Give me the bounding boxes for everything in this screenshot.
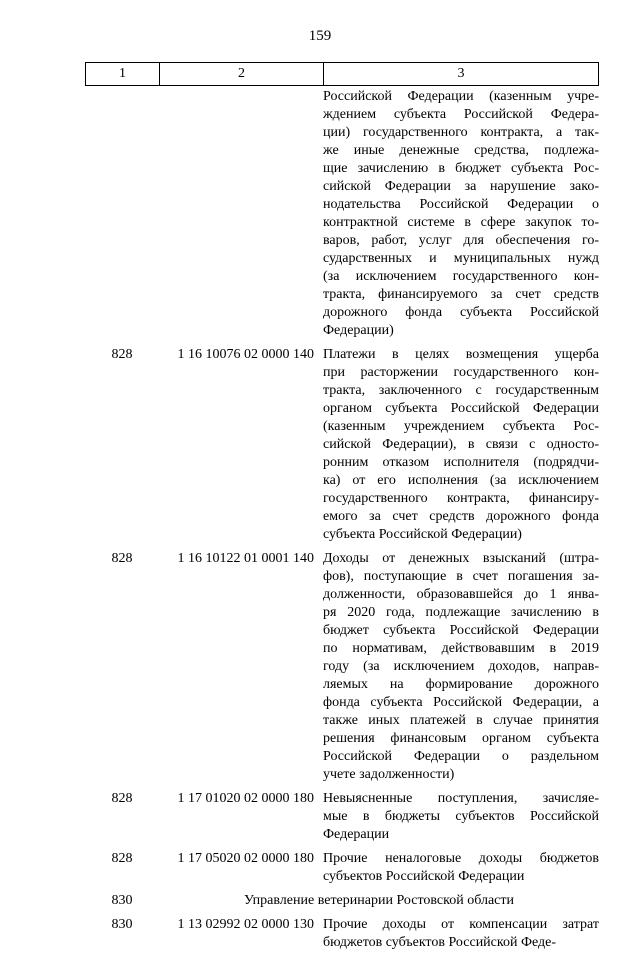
budget-code-cell: 1 16 10076 02 0000 140 xyxy=(177,347,314,362)
description-line: дорожного фонда субъекта Российской xyxy=(323,305,599,320)
budget-code-cell xyxy=(159,88,323,340)
description-line: же иные денежные средства, подлежа- xyxy=(323,143,599,158)
page-number: 159 xyxy=(308,28,332,44)
description-line: Прочие доходы от компенсации затрат xyxy=(323,917,599,932)
description-line: ляемых на формирование дорожного xyxy=(323,677,599,692)
column-number-2: 2 xyxy=(160,63,324,85)
admin-code-cell: 830 xyxy=(111,893,133,908)
admin-code-cell: 830 xyxy=(111,917,133,932)
description-line: ждением субъекта Российской Федера- xyxy=(323,107,599,122)
income-description-cell xyxy=(323,850,599,886)
table-row xyxy=(85,550,599,784)
description-line: нодательства Российской Федерации о xyxy=(323,197,599,212)
description-line: мые в бюджеты субъектов Российской xyxy=(323,809,599,824)
table-row xyxy=(85,346,599,544)
description-line: Федерации) xyxy=(323,323,394,338)
description-line: году (за исключением доходов, направ- xyxy=(323,659,599,674)
description-line: Прочие неналоговые доходы бюджетов xyxy=(323,851,599,866)
section-header-row xyxy=(85,892,599,910)
table-row xyxy=(85,916,599,952)
description-line: Российской Федерации о раздельном xyxy=(323,749,599,764)
description-line: также иных платежей в случае принятия xyxy=(323,713,599,728)
description-line: органом субъекта Российской Федерации xyxy=(323,401,599,416)
description-line: государственного контракта, финансиру- xyxy=(323,491,599,506)
description-line: щие зачислению в бюджет субъекта Рос- xyxy=(323,161,599,176)
description-line: субъекта Российской Федерации) xyxy=(323,527,522,542)
income-description-cell xyxy=(323,790,599,844)
description-line: контрактной системе в сфере закупок то- xyxy=(323,215,599,230)
income-description-cell xyxy=(323,346,599,544)
description-line: Доходы от денежных взысканий (штра- xyxy=(323,551,599,566)
description-line: бюджет субъекта Российской Федерации xyxy=(323,623,599,638)
budget-code-cell: 1 17 05020 02 0000 180 xyxy=(177,851,314,866)
section-title: Управление ветеринарии Ростовской области xyxy=(243,893,515,908)
description-line: (казенным учреждением субъекта Рос- xyxy=(323,419,599,434)
description-line: Федерации xyxy=(323,827,390,842)
description-line: ции) государственного контракта, а так- xyxy=(323,125,599,140)
description-line: при расторжении государственного кон- xyxy=(323,365,599,380)
budget-code-cell: 1 13 02992 02 0000 130 xyxy=(177,917,314,932)
income-description-cell xyxy=(323,550,599,784)
admin-code-cell: 828 xyxy=(111,791,133,806)
description-line: емого за счет средств дорожного фонда xyxy=(323,509,599,524)
description-line: варов, работ, услуг для обеспечения го- xyxy=(323,233,599,248)
admin-code-cell: 828 xyxy=(111,851,133,866)
description-line: сударственных и муниципальных нужд xyxy=(323,251,599,266)
description-line: Невыясненные поступления, зачисляе- xyxy=(323,791,599,806)
description-line: учете задолженности) xyxy=(323,767,455,782)
description-line: ря 2020 года, подлежащие зачислению в xyxy=(323,605,599,620)
column-number-1: 1 xyxy=(86,63,160,85)
admin-code-cell: 828 xyxy=(111,551,133,566)
table-row xyxy=(85,790,599,844)
admin-code-cell xyxy=(85,88,159,340)
description-line: долженности, образовавшейся до 1 янва- xyxy=(323,587,599,602)
column-number-3: 3 xyxy=(457,66,465,81)
description-line: решения финансовым органом субъекта xyxy=(323,731,599,746)
description-line: тракта, заключенного с государственным xyxy=(323,383,599,398)
table-row xyxy=(85,88,599,340)
table-column-header xyxy=(85,62,599,86)
table-row xyxy=(85,850,599,886)
description-line: сийской Федерации), в связи с односто- xyxy=(323,437,599,452)
description-line: субъектов Российской Федерации xyxy=(323,869,525,884)
table-body xyxy=(85,88,599,958)
income-description-cell xyxy=(323,916,599,952)
description-line: бюджетов субъектов Российской Феде- xyxy=(323,935,557,950)
budget-code-cell: 1 16 10122 01 0001 140 xyxy=(177,551,314,566)
income-description-cell xyxy=(323,88,599,340)
description-line: ронним отказом исполнителя (подрядчи- xyxy=(323,455,599,470)
budget-code-cell: 1 17 01020 02 0000 180 xyxy=(177,791,314,806)
description-line: фов), поступающие в счет погашения за- xyxy=(323,569,599,584)
description-line: фонда субъекта Российской Федерации, а xyxy=(323,695,599,710)
description-line: тракта, финансируемого за счет средств xyxy=(323,287,599,302)
description-line: сийской Федерации за нарушение зако- xyxy=(323,179,599,194)
description-line: (за исключением государственного кон- xyxy=(323,269,599,284)
admin-code-cell: 828 xyxy=(111,347,133,362)
description-line: по нормативам, действовавшим в 2019 xyxy=(323,641,599,656)
description-line: Платежи в целях возмещения ущерба xyxy=(323,347,599,362)
description-line: Российской Федерации (казенным учре- xyxy=(323,89,599,104)
description-line: ка) от его исполнения (за исключением xyxy=(323,473,599,488)
